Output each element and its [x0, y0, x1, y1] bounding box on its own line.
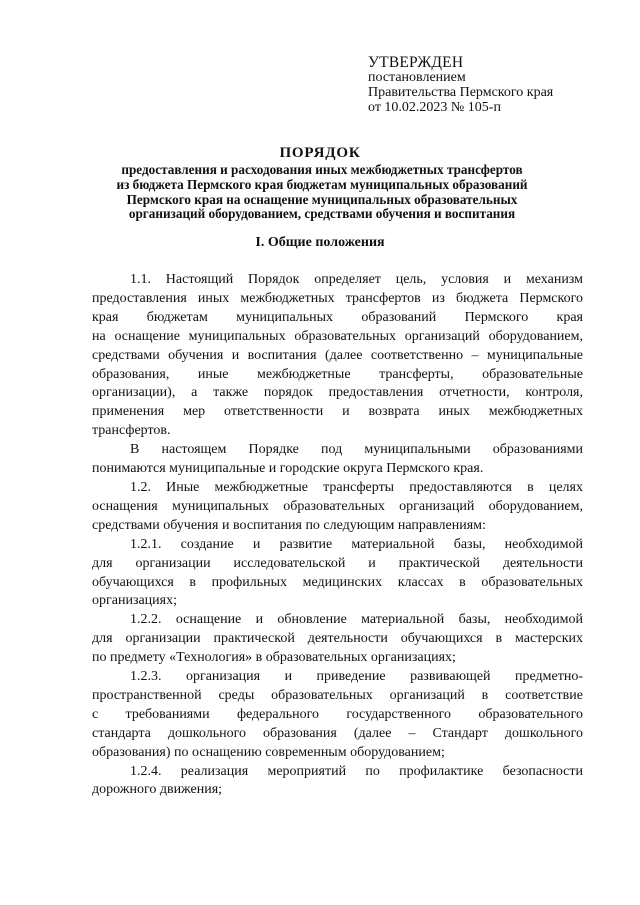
body-paragraph	[92, 271, 583, 441]
body-paragraph	[92, 763, 583, 801]
paragraph-line: образования, иные межбюджетные трансферты, образовательные	[92, 366, 583, 382]
paragraph-line: дорожного движения;	[92, 782, 223, 798]
approval-line-date: от 10.02.2023 № 105-п	[368, 100, 501, 115]
subtitle-line: из бюджета Пермского края бюджетам муниципальных образований	[116, 176, 528, 192]
paragraph-line: трансфертов.	[92, 423, 171, 439]
paragraph-line: для организации практической деятельности обучающихся в мастерских	[92, 631, 583, 647]
approval-stamp	[368, 55, 618, 115]
paragraph-line: 1.1. Настоящий Порядок определяет цель, условия и механизм	[130, 272, 583, 287]
subtitle-line: Пермского края на оснащение муниципальных образовательных	[126, 191, 518, 207]
paragraph-line: организациях;	[92, 593, 177, 609]
body-paragraph	[92, 479, 583, 536]
document-subtitle	[0, 163, 640, 222]
approval-heading: УТВЕРЖДЕН	[368, 54, 464, 71]
paragraph-line: понимаются муниципальные и городские округа Пермского края.	[92, 461, 484, 477]
body-paragraph	[92, 441, 583, 479]
paragraph-line: организации), а также порядок предоставления отчетности, контроля,	[92, 385, 583, 401]
paragraph-line: для организации исследовательской и практической деятельности	[92, 555, 583, 571]
paragraph-line: с требованиями федерального государственного образовательного	[92, 706, 583, 722]
paragraph-line: образования) по оснащению современным оборудованием;	[92, 744, 445, 760]
approval-line-decree: постановлением	[368, 70, 466, 85]
paragraph-line: 1.2.3. организация и приведение развивающей предметно-	[130, 669, 583, 685]
paragraph-line: 1.2.1. создание и развитие материальной базы, необходимой	[130, 536, 583, 552]
paragraph-line: средствами обучения и воспитания по следующим направлениям:	[92, 517, 486, 533]
document-title: ПОРЯДОК	[279, 145, 361, 161]
paragraph-line: 1.2. Иные межбюджетные трансферты предоставляются в целях	[130, 479, 583, 495]
paragraph-line: применения мер ответственности и возврата иных межбюджетных	[92, 404, 583, 420]
paragraph-line: средствами обучения и воспитания (далее соответственно – муниципальные	[92, 347, 583, 363]
paragraph-line: стандарта дошкольного образования (далее – Стандарт дошкольного	[92, 725, 583, 741]
subtitle-line: организаций оборудованием, средствами обучения и воспитания	[128, 206, 516, 222]
paragraph-line: 1.2.4. реализация мероприятий по профилактике безопасности	[130, 763, 583, 779]
paragraph-line: пространственной среды образовательных организаций в соответствие	[92, 687, 583, 703]
subtitle-line: предоставления и расходования иных межбюджетных трансфертов	[121, 162, 523, 177]
paragraph-line: обучающихся в профильных медицинских классах в образовательных	[92, 574, 583, 590]
body-paragraph	[92, 611, 583, 668]
paragraph-line: 1.2.2. оснащение и обновление материальной базы, необходимой	[130, 612, 583, 628]
paragraph-line: по предмету «Технология» в образовательных организациях;	[92, 650, 456, 666]
paragraph-line: на оснащение муниципальных образовательных организаций оборудованием,	[92, 328, 583, 344]
document-body	[92, 271, 583, 800]
approval-line-government: Правительства Пермского края	[368, 85, 554, 100]
paragraph-line: предоставления иных межбюджетных трансфертов из бюджета Пермского	[92, 290, 583, 306]
body-paragraph	[92, 536, 583, 612]
paragraph-line: края бюджетам муниципальных образований Пермского края	[92, 309, 583, 325]
body-paragraph	[92, 668, 583, 763]
section-title: I. Общие положения	[255, 235, 385, 250]
paragraph-line: В настоящем Порядке под муниципальными образованиями	[130, 442, 583, 458]
paragraph-line: оснащения муниципальных образовательных организаций оборудованием,	[92, 498, 583, 514]
